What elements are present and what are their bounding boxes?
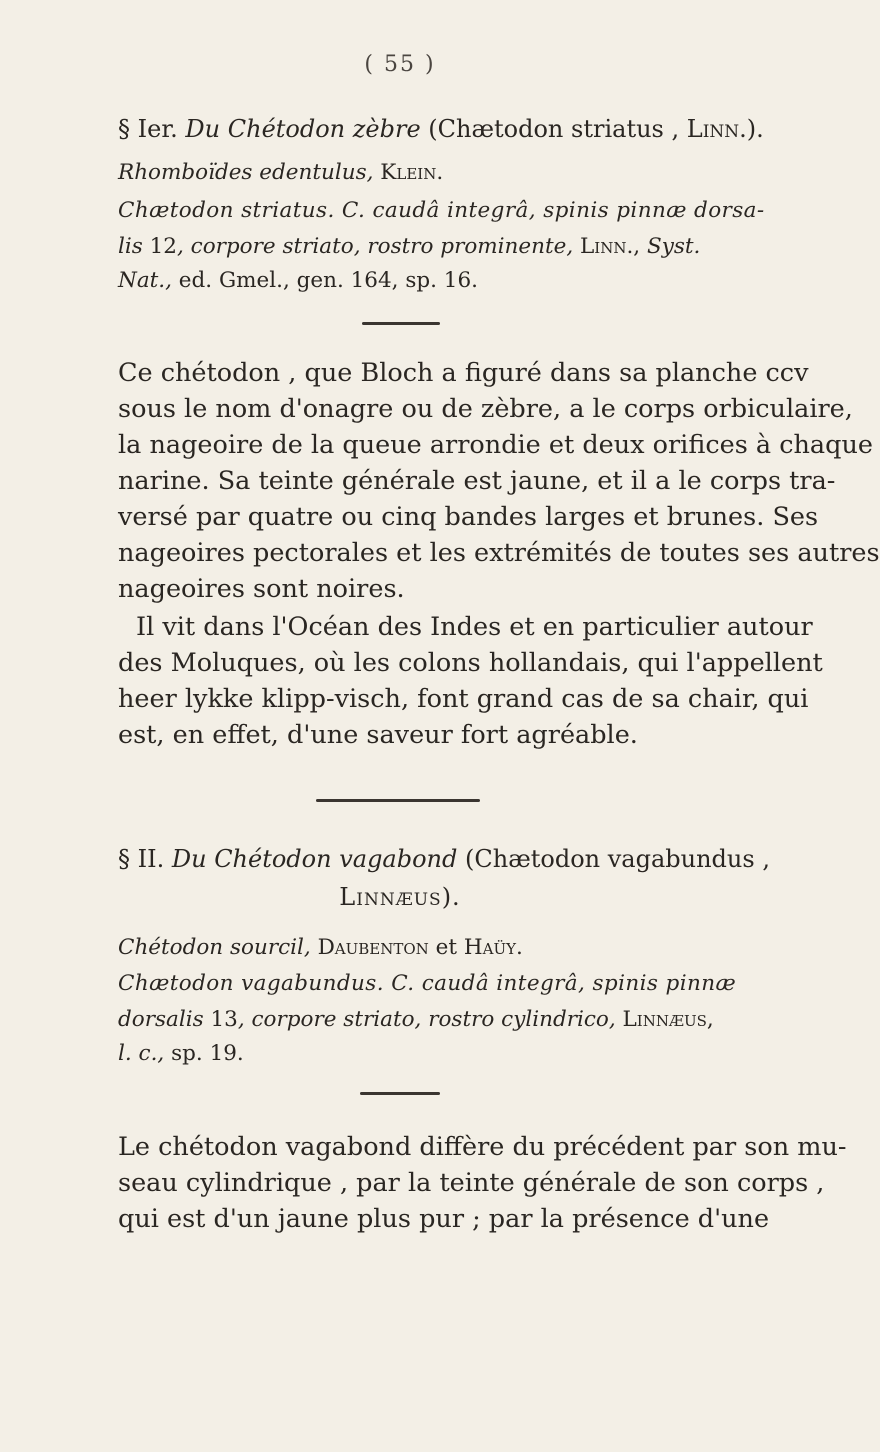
synonym-plain: et — [428, 935, 464, 960]
separator-rule — [360, 1092, 440, 1095]
synonym-plain: ed. Gmel., gen. 164, sp. 16. — [171, 268, 478, 293]
paragraph-line: sous le nom d'onagre ou de zèbre, a le corps orbiculaire, — [118, 394, 853, 424]
synonym-line-3 — [118, 1005, 714, 1035]
section-2-paren: (Chætodon vagabundus , — [457, 845, 770, 873]
paragraph-line: nageoires pectorales et les extrémités de toutes ses autres — [118, 538, 880, 568]
section-1-author: Linn. — [686, 115, 747, 143]
synonym-italic: Nat., — [118, 268, 172, 293]
paragraph-line: Ce chétodon , que Bloch a figuré dans sa planche ccv — [118, 358, 809, 388]
synonym-line-3 — [118, 232, 700, 262]
paragraph-line: nageoires sont noires. — [118, 574, 405, 604]
section-1-mark: § Ier. — [118, 115, 178, 143]
section-1-title: Du Chétodon zèbre — [185, 115, 421, 143]
paragraph-line: heer lykke klipp-visch, font grand cas de sa chair, qui — [118, 684, 809, 714]
synonym-italic: Rhomboïdes edentulus, — [118, 160, 374, 185]
synonym-plain: , — [633, 234, 647, 259]
synonym-number: 13 — [210, 1007, 238, 1032]
synonym-italic: Syst. — [646, 234, 701, 259]
paragraph-line: Il vit dans l'Océan des Indes et en particulier autour — [136, 612, 813, 642]
paragraph-line: qui est d'un jaune plus pur ; par la présence d'une — [118, 1204, 770, 1234]
synonym-line-2: Chætodon vagabundus. C. caudâ integrâ, spinis pinnæ — [118, 971, 737, 996]
paragraph-line: est, en effet, d'une saveur fort agréable. — [118, 720, 638, 750]
synonym-author: Linn. — [573, 234, 634, 259]
synonym-line-2: Chætodon striatus. C. caudâ integrâ, spinis pinnæ dorsa- — [118, 198, 765, 223]
synonym-italic: , corpore striato, rostro cylindrico, — [237, 1007, 616, 1032]
synonym-italic: dorsalis — [118, 1007, 211, 1032]
synonym-italic: l. c., — [118, 1041, 165, 1066]
section-1-paren-close: ). — [746, 115, 764, 143]
synonym-line-1 — [118, 933, 523, 963]
section-1-heading — [118, 114, 764, 144]
paragraph-line: des Moluques, où les colons hollandais, qui l'appellent — [118, 648, 823, 678]
separator-rule — [316, 799, 480, 802]
synonym-author: Haüy. — [463, 935, 523, 960]
paragraph-line: narine. Sa teinte générale est jaune, et il a le corps tra- — [118, 466, 836, 496]
section-2-author: Linnæus). — [339, 883, 461, 911]
synonym-author: Linnæus — [615, 1007, 707, 1032]
synonym-number: 12 — [149, 234, 177, 259]
paragraph-line: seau cylindrique , par la teinte générale de son corps , — [118, 1168, 825, 1198]
synonym-plain: , — [706, 1007, 714, 1032]
synonym-line-4 — [118, 266, 478, 296]
section-2-heading — [118, 844, 770, 874]
paragraph-line: versé par quatre ou cinq bandes larges et brunes. Ses — [118, 502, 819, 532]
synonym-italic: lis — [118, 234, 150, 259]
page-number: ( 55 ) — [364, 52, 436, 77]
synonym-plain: sp. 19. — [164, 1041, 244, 1066]
synonym-italic: Chétodon sourcil, — [118, 935, 311, 960]
synonym-line-4 — [118, 1039, 244, 1069]
section-2-title: Du Chétodon vagabond — [171, 845, 458, 873]
synonym-author: Klein. — [380, 160, 444, 185]
synonym-author: Daubenton — [310, 935, 429, 960]
synonym-line-1 — [118, 158, 443, 188]
paragraph-line: Le chétodon vagabond diffère du précédent par son mu- — [118, 1132, 847, 1162]
section-2-mark: § II. — [118, 845, 165, 873]
separator-rule — [362, 322, 440, 325]
paragraph-line: la nageoire de la queue arrondie et deux orifices à chaque — [118, 430, 873, 460]
section-1-paren-open: (Chætodon striatus , — [420, 115, 687, 143]
synonym-italic: , corpore striato, rostro prominente, — [176, 234, 574, 259]
